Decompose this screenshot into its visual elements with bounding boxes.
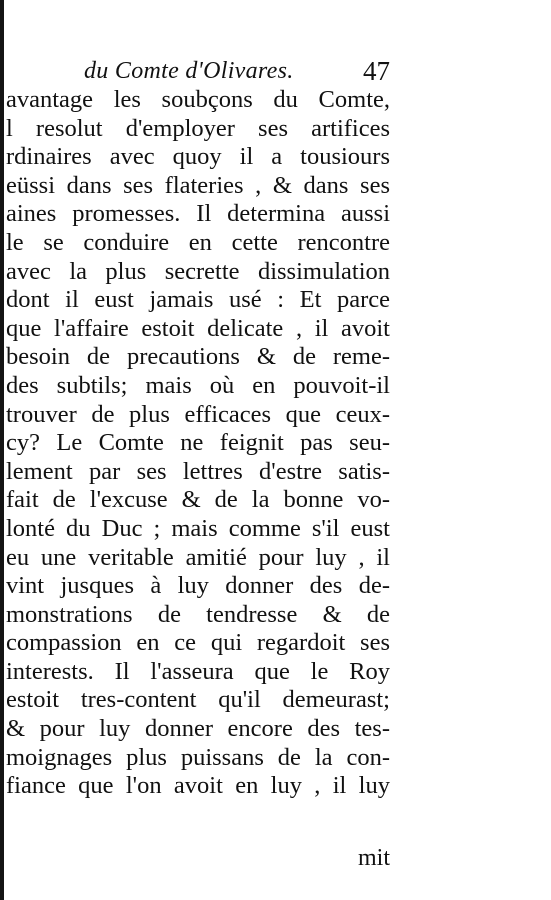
body-text (6, 86, 390, 801)
text-line: avec la plus secrette dissimulation (6, 257, 390, 285)
text-line: des subtils; mais où en pouvoit-il (6, 371, 390, 399)
text-line: cy? Le Comte ne feignit pas seu- (6, 429, 390, 457)
text-line: rdinaires avec quoy il a tousiours (6, 143, 390, 171)
catchword: mit (357, 845, 390, 871)
text-line: eüssi dans ses flateries , & dans ses (6, 171, 390, 199)
text-line: interests. Il l'asseura que le Roy (6, 657, 390, 685)
text-line: & pour luy donner encore des tes- (6, 715, 390, 743)
text-line: besoin de precautions & de reme- (6, 343, 390, 371)
text-line: lonté du Duc ; mais comme s'il eust (6, 514, 390, 542)
page-gutter-edge (0, 0, 4, 900)
text-line: trouver de plus efficaces que ceux- (6, 400, 390, 428)
text-line: eu une veritable amitié pour luy , il (6, 543, 390, 571)
text-line: le se conduire en cette rencontre (6, 228, 390, 256)
text-line: estoit tres-content qu'il demeurast; (6, 686, 390, 714)
text-line: moignages plus puissans de la con- (6, 743, 390, 771)
text-line: compassion en ce qui regardoit ses (6, 629, 390, 657)
text-line: monstrations de tendresse & de (6, 600, 390, 628)
text-line: lement par ses lettres d'estre satis- (6, 457, 390, 485)
running-title: du Comte d'Olivares. (84, 58, 294, 84)
text-line: avantage les soubçons du Comte, (6, 86, 390, 113)
text-line: vint jusques à luy donner des de- (6, 572, 390, 600)
text-line: dont il eust jamais usé : Et parce (6, 286, 390, 314)
text-line: fait de l'excuse & de la bonne vo- (6, 486, 390, 514)
text-line: l resolut d'employer ses artifices (6, 114, 390, 142)
page-header (84, 52, 390, 86)
text-line: aines promesses. Il determina aussi (6, 200, 390, 228)
text-line: fiance que l'on avoit en luy , il luy (6, 772, 390, 800)
page-number: 47 (363, 56, 390, 86)
text-line: que l'affaire estoit delicate , il avoit (6, 314, 390, 342)
